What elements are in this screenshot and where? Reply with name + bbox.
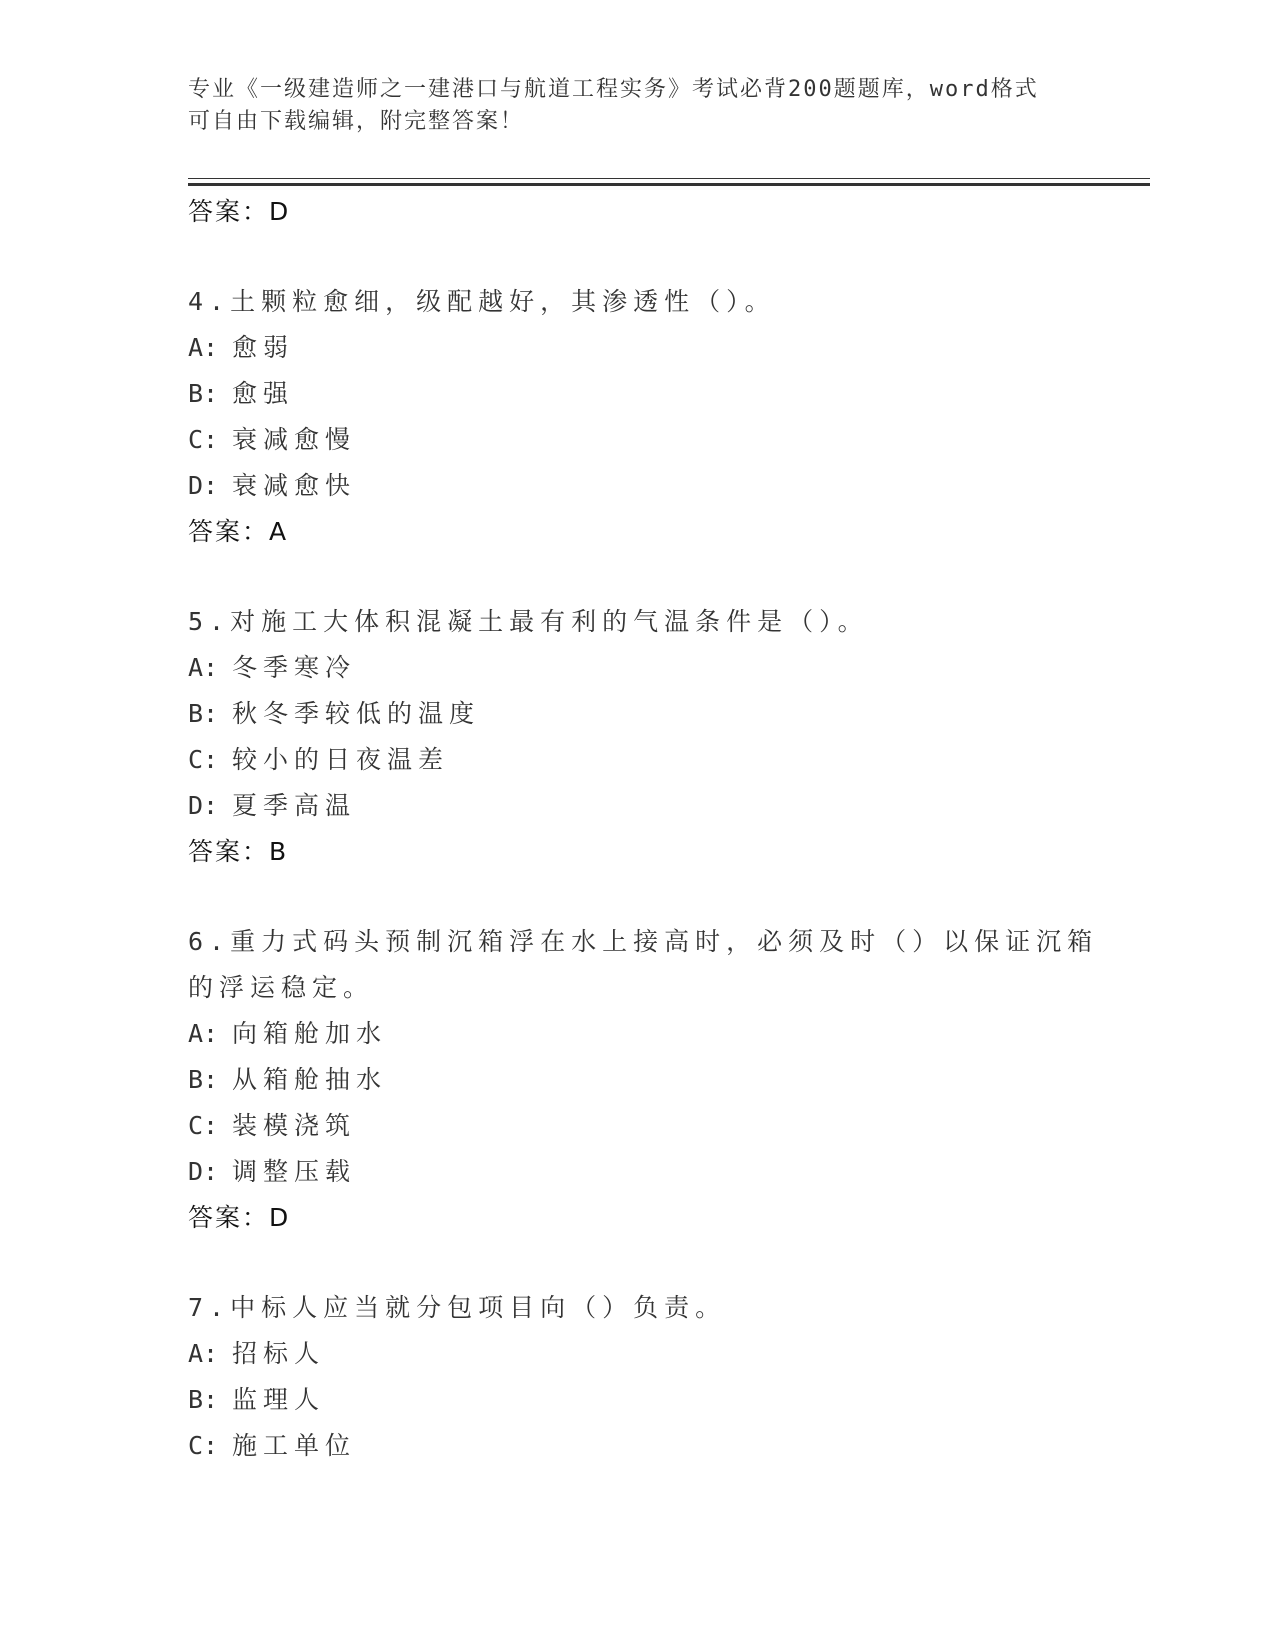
- option-text: 冬季寒冷: [232, 653, 357, 682]
- question-block: [188, 1285, 1108, 1469]
- option-text: 从箱舱抽水: [232, 1065, 388, 1094]
- option-key: B:: [188, 1065, 219, 1094]
- option-row: [188, 1149, 1108, 1195]
- option-row: [188, 1377, 1108, 1423]
- question-block: [188, 919, 1108, 1241]
- option-text: 愈强: [232, 379, 295, 408]
- option-row: [188, 325, 1108, 371]
- option-key: C:: [188, 1111, 219, 1140]
- option-row: [188, 1423, 1108, 1469]
- answer-label: 答案：: [188, 837, 270, 866]
- option-text: 招标人: [232, 1339, 326, 1368]
- option-key: C:: [188, 425, 219, 454]
- option-text: 衰减愈快: [232, 471, 357, 500]
- option-text: 秋冬季较低的温度: [232, 699, 481, 728]
- option-key: A:: [188, 333, 219, 362]
- option-key: D:: [188, 471, 219, 500]
- document-header: [188, 74, 1088, 138]
- answer-label: 答案：: [188, 517, 270, 546]
- answer-value: D: [269, 1203, 291, 1232]
- header-divider-thick: [188, 183, 1150, 186]
- option-row: [188, 1011, 1108, 1057]
- answer-line: [188, 509, 1108, 555]
- option-text: 监理人: [232, 1385, 326, 1414]
- option-row: [188, 691, 1108, 737]
- option-row: [188, 1057, 1108, 1103]
- option-key: B:: [188, 1385, 219, 1414]
- question-block: [188, 599, 1108, 875]
- question-text: 6.重力式码头预制沉箱浮在水上接高时，必须及时（）以保证沉箱的浮运稳定。: [188, 927, 1099, 1002]
- header-line-2: 可自由下载编辑，附完整答案！: [188, 109, 525, 134]
- question-list: [188, 189, 1108, 1469]
- option-text: 调整压载: [232, 1157, 357, 1186]
- question-spacer: [188, 235, 1108, 279]
- option-text: 愈弱: [232, 333, 295, 362]
- option-row: [188, 783, 1108, 829]
- question-text: 7.中标人应当就分包项目向（）负责。: [188, 1293, 727, 1322]
- option-row: [188, 1103, 1108, 1149]
- option-text: 装模浇筑: [232, 1111, 357, 1140]
- answer-line: [188, 1195, 1108, 1241]
- answer-label: 答案：: [188, 1203, 270, 1232]
- answer-value: A: [269, 517, 289, 546]
- question-spacer: [188, 555, 1108, 599]
- option-key: B:: [188, 379, 219, 408]
- option-text: 向箱舱加水: [232, 1019, 388, 1048]
- previous-answer: [188, 189, 1108, 235]
- header-divider-thin: [188, 178, 1150, 179]
- answer-label: 答案：: [188, 197, 270, 226]
- option-text: 较小的日夜温差: [232, 745, 450, 774]
- answer-line: [188, 829, 1108, 875]
- option-row: [188, 417, 1108, 463]
- option-row: [188, 463, 1108, 509]
- option-row: [188, 1331, 1108, 1377]
- option-key: D:: [188, 791, 219, 820]
- option-row: [188, 645, 1108, 691]
- answer-value: B: [269, 837, 289, 866]
- answer-value: D: [269, 197, 291, 226]
- option-text: 衰减愈慢: [232, 425, 357, 454]
- option-row: [188, 371, 1108, 417]
- option-key: B:: [188, 699, 219, 728]
- header-line-1: 专业《一级建造师之一建港口与航道工程实务》考试必背200题题库，word格式: [188, 77, 1039, 102]
- question-text: 5.对施工大体积混凝土最有利的气温条件是（）。: [188, 607, 869, 636]
- question-spacer: [188, 1241, 1108, 1285]
- question-block: [188, 279, 1108, 555]
- option-key: C:: [188, 1431, 219, 1460]
- option-key: D:: [188, 1157, 219, 1186]
- option-row: [188, 737, 1108, 783]
- question-text: 4.土颗粒愈细，级配越好，其渗透性（）。: [188, 287, 776, 316]
- option-text: 施工单位: [232, 1431, 357, 1460]
- question-spacer: [188, 875, 1108, 919]
- option-key: A:: [188, 1019, 219, 1048]
- option-key: A:: [188, 653, 219, 682]
- option-key: C:: [188, 745, 219, 774]
- option-text: 夏季高温: [232, 791, 357, 820]
- option-key: A:: [188, 1339, 219, 1368]
